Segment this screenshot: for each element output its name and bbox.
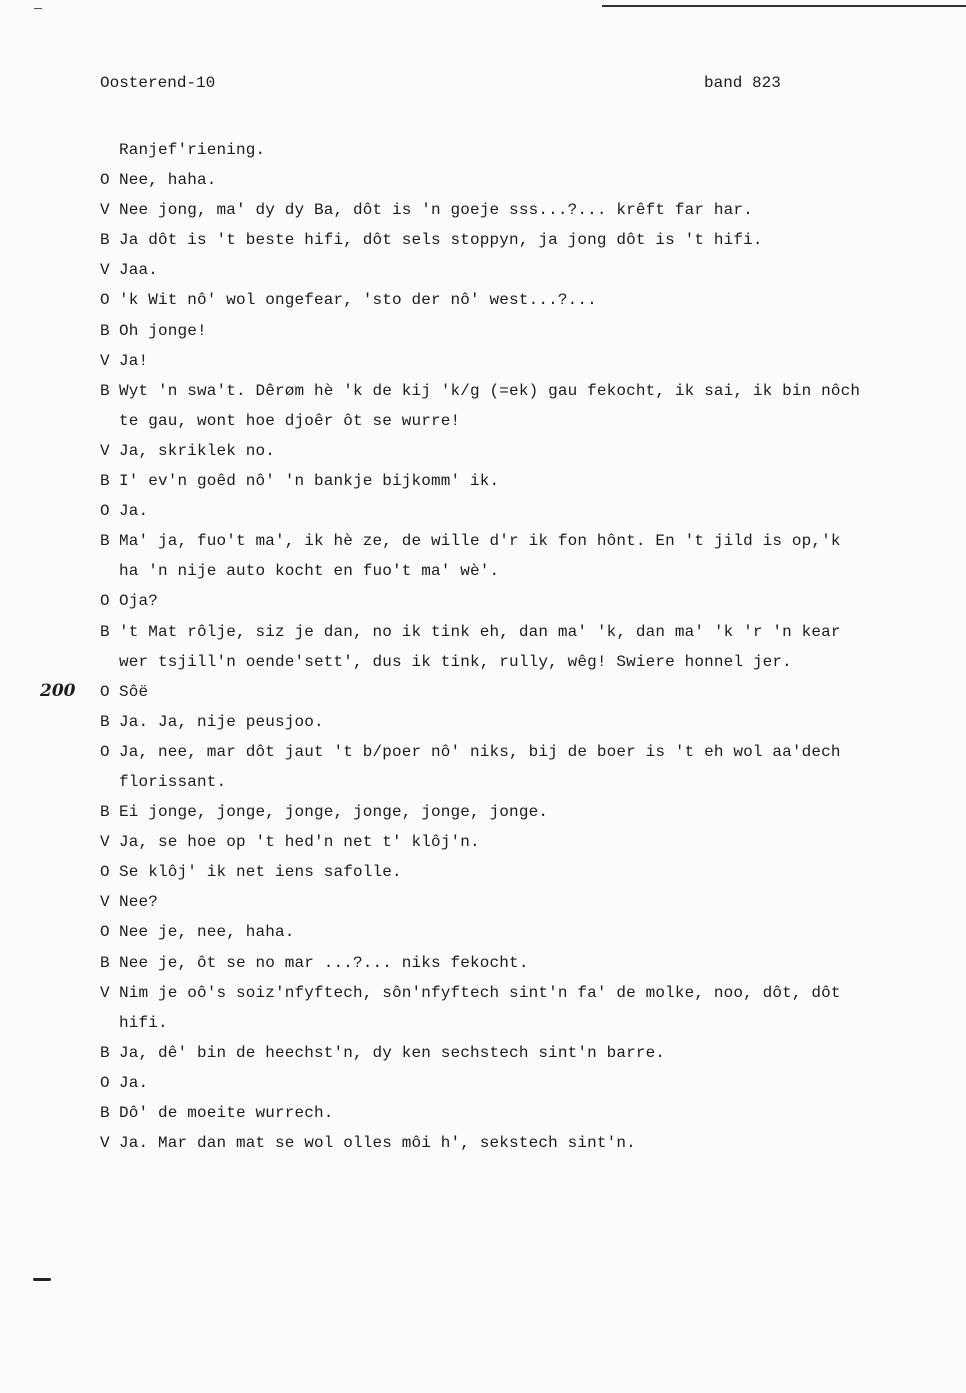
transcript-line bbox=[100, 857, 900, 887]
speaker-label: V bbox=[100, 261, 110, 280]
transcript-line bbox=[100, 466, 900, 496]
utterance-text: florissant. bbox=[119, 772, 227, 791]
utterance-text: 't Mat rôlje, siz je dan, no ik tink eh, dan ma' 'k, dan ma' 'k 'r 'n kear bbox=[119, 622, 841, 641]
utterance-text: wer tsjill'n oende'sett', dus ik tink, rully, wêg! Swiere honnel jer. bbox=[119, 652, 792, 671]
speaker-label: V bbox=[100, 351, 110, 370]
transcript-line bbox=[100, 978, 900, 1008]
speaker-label: O bbox=[100, 1073, 110, 1092]
transcript-line bbox=[100, 496, 900, 526]
speaker-label: V bbox=[100, 893, 110, 912]
band-number: band 823 bbox=[704, 74, 781, 92]
utterance-text: Nee, haha. bbox=[119, 171, 217, 190]
transcript-line bbox=[100, 1068, 900, 1098]
utterance-text: Oh jonge! bbox=[119, 321, 207, 340]
utterance-text: Oja? bbox=[119, 592, 159, 611]
speaker-label: O bbox=[100, 592, 110, 611]
transcript-line bbox=[100, 556, 900, 586]
speaker-label: V bbox=[100, 983, 110, 1002]
transcript-line bbox=[100, 255, 900, 285]
speaker-label: B bbox=[100, 622, 110, 641]
speaker-label: O bbox=[100, 171, 110, 190]
utterance-text: Ja dôt is 't beste hifi, dôt sels stoppyn, ja jong dôt is 't hifi. bbox=[119, 231, 763, 250]
utterance-text: Ja, dê' bin de heechst'n, dy ken sechstech sint'n barre. bbox=[119, 1043, 666, 1062]
transcript-line bbox=[100, 617, 900, 647]
speaker-label: B bbox=[100, 381, 110, 400]
utterance-text: Nim je oô's soiz'nfyftech, sôn'nfyftech sint'n fa' de molke, noo, dôt, dôt bbox=[119, 983, 841, 1002]
top-rule bbox=[602, 5, 966, 7]
utterance-text: Ja. Mar dan mat se wol olles môi h', sekstech sint'n. bbox=[119, 1134, 636, 1153]
speaker-label: B bbox=[100, 1104, 110, 1122]
speaker-label: B bbox=[100, 1043, 110, 1062]
speaker-label: O bbox=[100, 682, 110, 701]
utterance-text: te gau, wont hoe djoêr ôt se wurre! bbox=[119, 411, 461, 430]
utterance-text: Jaa. bbox=[119, 261, 159, 280]
utterance-text: Dô' de moeite wurrech. bbox=[119, 1104, 334, 1122]
utterance-text: Ja. bbox=[119, 502, 149, 521]
transcript-line bbox=[100, 436, 900, 466]
transcript-line bbox=[100, 316, 900, 346]
transcript-line bbox=[100, 225, 900, 255]
utterance-text: Nee jong, ma' dy dy Ba, dôt is 'n goeje sss...?... krêft far har. bbox=[119, 201, 753, 220]
document-id: Oosterend-10 bbox=[100, 74, 216, 92]
speaker-label: O bbox=[100, 923, 110, 942]
speaker-label: B bbox=[100, 712, 110, 731]
transcript-line bbox=[100, 797, 900, 827]
utterance-text: Ja. Ja, nije peusjoo. bbox=[119, 712, 324, 731]
utterance-text: Ja! bbox=[119, 351, 149, 370]
utterance-text: 'k Wit nô' wol ongefear, 'sto der nô' west...?... bbox=[119, 291, 597, 310]
speaker-label: B bbox=[100, 532, 110, 551]
transcript-line bbox=[100, 887, 900, 917]
utterance-text: Se klôj' ik net iens safolle. bbox=[119, 863, 402, 882]
speaker-label: B bbox=[100, 472, 110, 491]
transcript-line bbox=[100, 165, 900, 195]
transcript-line bbox=[100, 677, 900, 707]
utterance-text: Nee? bbox=[119, 893, 159, 912]
speaker-label: B bbox=[100, 803, 110, 822]
utterance-text: Nee je, nee, haha. bbox=[119, 923, 295, 942]
utterance-text: Sôë bbox=[119, 682, 149, 701]
transcript-line bbox=[100, 1128, 900, 1158]
utterance-text: hifi. bbox=[119, 1013, 168, 1032]
transcript-line bbox=[100, 346, 900, 376]
utterance-text: Nee je, ôt se no mar ...?... niks fekocht. bbox=[119, 953, 529, 972]
transcript-line bbox=[100, 195, 900, 225]
transcript-body bbox=[100, 135, 900, 1158]
transcript-line bbox=[100, 917, 900, 947]
speaker-label: B bbox=[100, 321, 110, 340]
transcript-line bbox=[100, 1038, 900, 1068]
transcript-line bbox=[100, 1098, 900, 1128]
speaker-label: V bbox=[100, 201, 110, 220]
transcript-line bbox=[100, 285, 900, 315]
speaker-label: O bbox=[100, 863, 110, 882]
utterance-text: Ja, nee, mar dôt jaut 't b/poer nô' niks, bij de boer is 't eh wol aa'dech bbox=[119, 742, 841, 761]
bottom-margin-mark bbox=[33, 1278, 51, 1281]
transcript-line bbox=[100, 406, 900, 436]
utterance-text: Ei jonge, jonge, jonge, jonge, jonge, jonge. bbox=[119, 803, 549, 822]
speaker-label: V bbox=[100, 833, 110, 852]
utterance-text: Wyt 'n swa't. Dêrøm hè 'k de kij 'k/g (=ek) gau fekocht, ik sai, ik bin nôch bbox=[119, 381, 861, 400]
transcript-line bbox=[100, 135, 900, 165]
utterance-text: I' ev'n goêd nô' 'n bankje bijkomm' ik. bbox=[119, 472, 500, 491]
utterance-text: ha 'n nije auto kocht en fuo't ma' wè'. bbox=[119, 562, 500, 581]
utterance-text: Ja, se hoe op 't hed'n net t' klôj'n. bbox=[119, 833, 480, 852]
transcript-line bbox=[100, 707, 900, 737]
utterance-text: Ja. bbox=[119, 1073, 149, 1092]
speaker-label: V bbox=[100, 1134, 110, 1153]
utterance-text: Ja, skriklek no. bbox=[119, 441, 276, 460]
speaker-label: B bbox=[100, 953, 110, 972]
speaker-label: O bbox=[100, 502, 110, 521]
transcript-line bbox=[100, 827, 900, 857]
transcript-line bbox=[100, 767, 900, 797]
speaker-label: V bbox=[100, 441, 110, 460]
transcript-line bbox=[100, 1008, 900, 1038]
utterance-text: Ranjef'riening. bbox=[119, 141, 266, 159]
utterance-text: Ma' ja, fuo't ma', ik hè ze, de wille d'r ik fon hônt. En 't jild is op,'k bbox=[119, 532, 841, 551]
transcript-line bbox=[100, 737, 900, 767]
margin-counter-note: 200 bbox=[40, 681, 76, 701]
transcript-line bbox=[100, 526, 900, 556]
transcript-line bbox=[100, 376, 900, 406]
transcript-line bbox=[100, 948, 900, 978]
speaker-label: O bbox=[100, 291, 110, 310]
speaker-label: B bbox=[100, 231, 110, 250]
transcript-line bbox=[100, 647, 900, 677]
corner-mark bbox=[34, 8, 42, 9]
speaker-label: O bbox=[100, 742, 110, 761]
transcript-line bbox=[100, 586, 900, 616]
